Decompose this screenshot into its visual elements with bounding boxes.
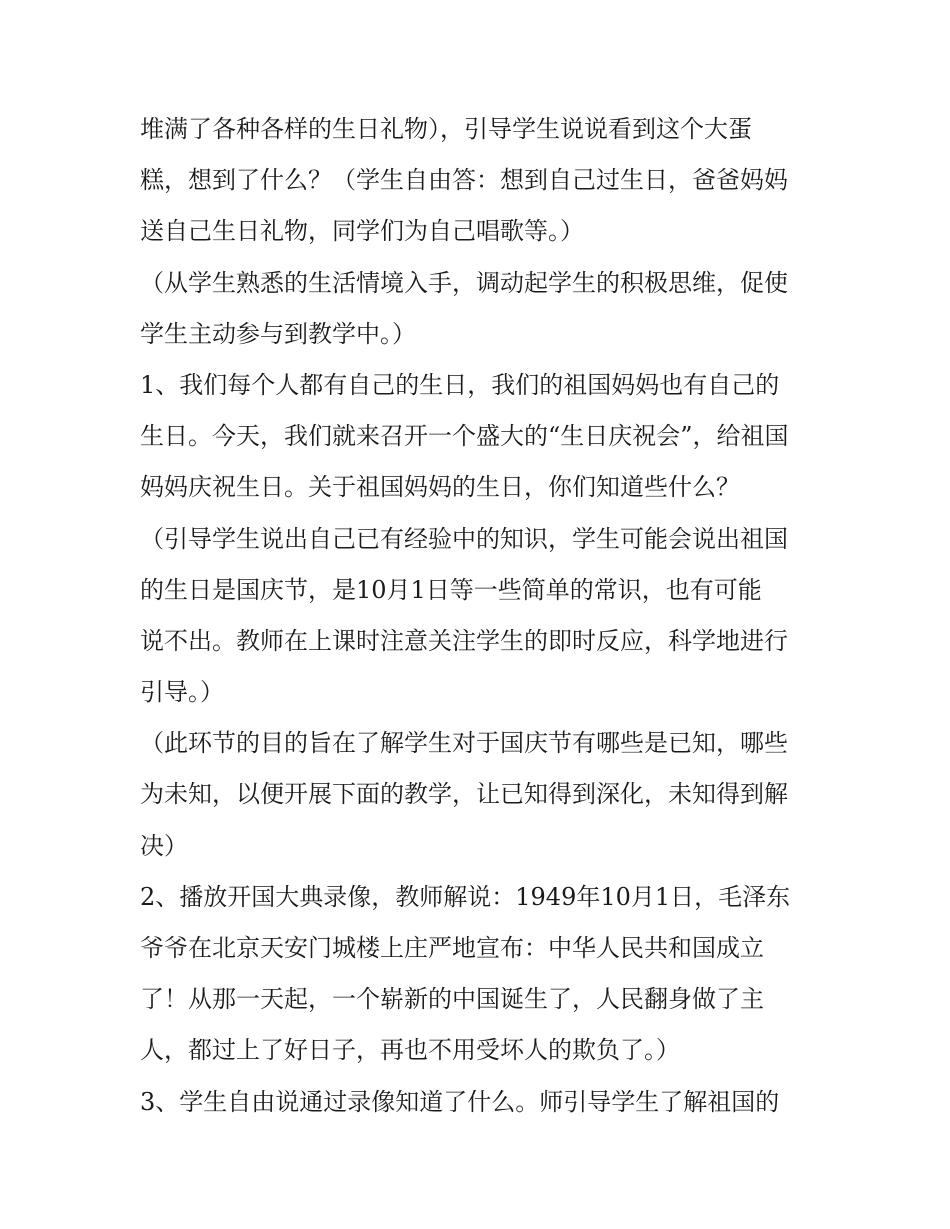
text-line: 决） <box>140 831 188 860</box>
text-line: 2、播放开国大典录像，教师解说：1949年10月1日，毛泽东 <box>140 882 791 911</box>
text-line: 糕，想到了什么？（学生自由答：想到自己过生日，爸爸妈妈 <box>140 166 788 195</box>
document-body <box>140 104 820 1128</box>
text-line: 引导。） <box>140 678 224 707</box>
text-line: （此环节的目的旨在了解学生对于国庆节有哪些是已知，哪些 <box>140 729 788 758</box>
text-line: 说不出。教师在上课时注意关注学生的即时反应，科学地进行 <box>140 626 788 655</box>
text-line: 爷爷在北京天安门城楼上庄严地宣布：中华人民共和国成立 <box>140 934 764 962</box>
text-line: 的生日是国庆节，是10月1日等一些简单的常识，也有可能 <box>140 575 762 604</box>
text-line: 1、我们每个人都有自己的生日，我们的祖国妈妈也有自己的 <box>140 370 780 399</box>
text-line: 生日。今天，我们就来召开一个盛大的“生日庆祝会”，给祖国 <box>140 422 789 451</box>
text-line: 妈妈庆祝生日。关于祖国妈妈的生日，你们知道些什么？ <box>140 473 740 502</box>
text-line: 为未知，以便开展下面的教学，让已知得到深化，未知得到解 <box>140 780 788 809</box>
text-line: 3、学生自由说通过录像知道了什么。师引导学生了解祖国的 <box>140 1087 780 1116</box>
text-line: 送自己生日礼物，同学们为自己唱歌等。） <box>140 217 584 246</box>
text-line: 人，都过上了好日子，再也不用受坏人的欺负了。） <box>140 1036 680 1065</box>
text-line: 学生主动参与到教学中。） <box>140 319 416 348</box>
text-line: 堆满了各种各样的生日礼物），引导学生说说看到这个大蛋 <box>140 115 752 143</box>
text-line: 了！从那一天起，一个崭新的中国诞生了，人民翻身做了主 <box>140 985 764 1014</box>
text-line: （引导学生说出自己已有经验中的知识，学生可能会说出祖国 <box>140 524 788 553</box>
text-line: （从学生熟悉的生活情境入手，调动起学生的积极思维，促使 <box>140 268 788 297</box>
